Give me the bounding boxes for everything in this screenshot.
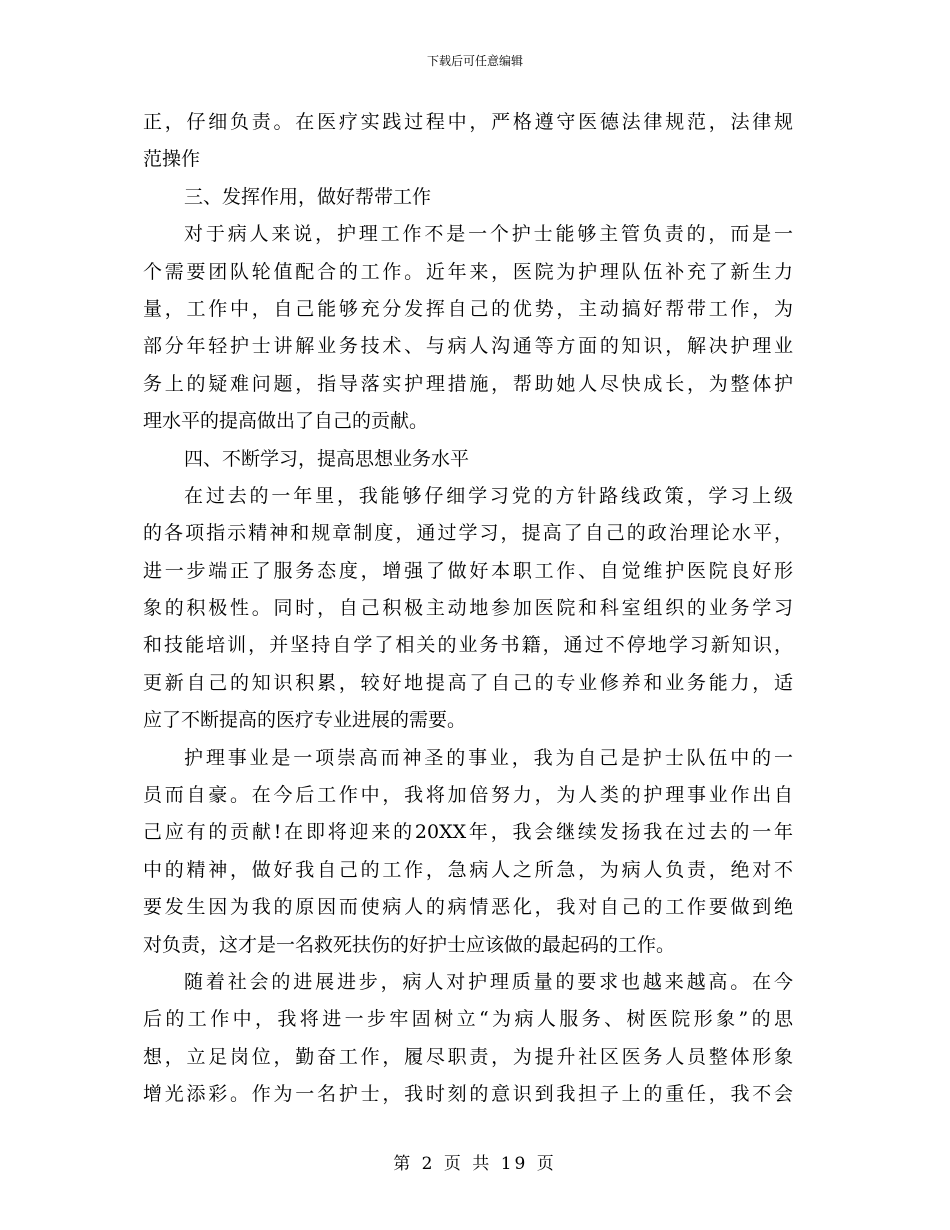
text-line: 要发生因为我的原因而使病人的病情恶化，我对自己的工作要做到绝 xyxy=(143,896,793,919)
text-line: 个需要团队轮值配合的工作。近年来，医院为护理队伍补充了新生力 xyxy=(143,260,793,283)
text-line: 员而自豪。在今后工作中，我将加倍努力，为人类的护理事业作出自 xyxy=(143,784,793,807)
text-line: 应了不断提高的医疗专业进展的需要。 xyxy=(143,709,467,732)
text-line: 后的工作中，我将进一步牢固树立“为病人服务、树医院形象”的思 xyxy=(143,1008,793,1031)
text-line: 部分年轻护士讲解业务技术、与病人沟通等方面的知识，解决护理业 xyxy=(143,335,793,358)
section-heading: 四、不断学习，提高思想业务水平 xyxy=(184,447,470,470)
section-heading: 三、发挥作用，做好帮带工作 xyxy=(184,185,432,208)
body-text xyxy=(143,104,793,1114)
text-line: 增光添彩。作为一名护士，我时刻的意识到我担子上的重任，我不会 xyxy=(143,1083,793,1106)
text-line: 想，立足岗位，勤奋工作，履尽职责，为提升社区医务人员整体形象 xyxy=(143,1045,793,1068)
page-header: 下载后可任意编辑 xyxy=(426,54,523,68)
text-line: 理水平的提高做出了自己的贡献。 xyxy=(143,410,429,433)
text-line: 量，工作中，自己能够充分发挥自己的优势，主动搞好帮带工作，为 xyxy=(143,297,793,320)
text-line: 更新自己的知识积累，较好地提高了自己的专业修养和业务能力，适 xyxy=(143,671,793,694)
text-line: 对于病人来说，护理工作不是一个护士能够主管负责的，而是一 xyxy=(184,223,793,246)
text-line: 护理事业是一项崇高而神圣的事业，我为自己是护士队伍中的一 xyxy=(184,746,793,769)
text-line: 进一步端正了服务态度，增强了做好本职工作、自觉维护医院良好形 xyxy=(143,559,793,582)
text-line: 随着社会的进展进步，病人对护理质量的要求也越来越高。在今 xyxy=(184,970,793,993)
page-number: 第 2 页 共 19 页 xyxy=(393,1154,557,1174)
text-line: 正，仔细负责。在医疗实践过程中，严格遵守医德法律规范，法律规 xyxy=(143,111,793,133)
text-line: 的各项指示精神和规章制度，通过学习，提高了自己的政治理论水平， xyxy=(143,522,793,545)
text-line: 象的积极性。同时，自己积极主动地参加医院和科室组织的业务学习 xyxy=(143,597,793,620)
text-line: 己应有的贡献!在即将迎来的20XX年，我会继续发扬我在过去的一年 xyxy=(143,821,793,844)
text-line: 范操作 xyxy=(143,148,201,171)
text-line: 和技能培训，并坚持自学了相关的业务书籍，通过不停地学习新知识， xyxy=(143,634,793,657)
text-line: 在过去的一年里，我能够仔细学习党的方针路线政策，学习上级 xyxy=(184,484,793,507)
text-line: 务上的疑难问题，指导落实护理措施，帮助她人尽快成长，为整体护 xyxy=(143,372,793,395)
text-line: 中的精神，做好我自己的工作，急病人之所急，为病人负责，绝对不 xyxy=(143,858,793,881)
text-line: 对负责，这才是一名救死扶伤的好护士应该做的最起码的工作。 xyxy=(143,933,676,956)
